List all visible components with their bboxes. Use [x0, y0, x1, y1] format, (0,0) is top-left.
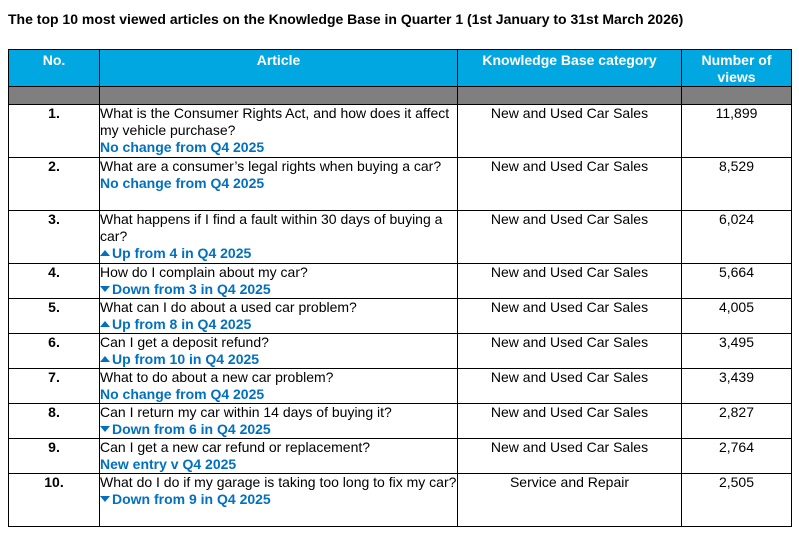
article-cell: [100, 474, 458, 527]
views-cell: 2,764: [682, 439, 792, 474]
category-cell: New and Used Car Sales: [458, 369, 682, 404]
row-number: 10.: [9, 474, 100, 527]
article-cell: [100, 439, 458, 474]
article-title[interactable]: Can I get a deposit refund?: [100, 334, 269, 350]
views-cell: 4,005: [682, 299, 792, 334]
arrow-up-icon: [100, 321, 110, 327]
article-cell: [100, 299, 458, 334]
table-row: [9, 404, 792, 439]
article-title[interactable]: What happens if I find a fault within 30 days of buying a car?: [100, 211, 443, 244]
table-row: [9, 105, 792, 158]
header-no: No.: [9, 50, 100, 87]
header-category: Knowledge Base category: [458, 50, 682, 87]
category-cell: New and Used Car Sales: [458, 404, 682, 439]
rank-change: Down from 9 in Q4 2025: [100, 491, 457, 508]
views-cell: 3,439: [682, 369, 792, 404]
row-number: 4.: [9, 264, 100, 299]
category-cell: New and Used Car Sales: [458, 334, 682, 369]
rank-change: No change from Q4 2025: [100, 139, 265, 155]
rank-change: New entry v Q4 2025: [100, 456, 237, 472]
article-title[interactable]: How do I complain about my car?: [100, 264, 308, 280]
article-title[interactable]: What are a consumer’s legal rights when buying a car?: [100, 158, 442, 174]
rank-change: Down from 6 in Q4 2025: [100, 421, 457, 438]
row-number: 9.: [9, 439, 100, 474]
header-article: Article: [100, 50, 458, 87]
table-row: [9, 439, 792, 474]
views-cell: 2,827: [682, 404, 792, 439]
category-cell: New and Used Car Sales: [458, 211, 682, 264]
row-number: 7.: [9, 369, 100, 404]
table-row: [9, 474, 792, 527]
header-views: Number of views: [682, 50, 792, 87]
article-cell: [100, 211, 458, 264]
arrow-down-icon: [100, 286, 110, 292]
rank-change: Up from 8 in Q4 2025: [100, 316, 457, 333]
arrow-down-icon: [100, 496, 110, 502]
rank-change: Up from 4 in Q4 2025: [100, 245, 457, 262]
table-row: [9, 334, 792, 369]
category-cell: New and Used Car Sales: [458, 105, 682, 158]
page-title: The top 10 most viewed articles on the Knowledge Base in Quarter 1 (1st January to 31st March 2026): [8, 11, 684, 27]
views-cell: 3,495: [682, 334, 792, 369]
category-cell: Service and Repair: [458, 474, 682, 527]
category-cell: New and Used Car Sales: [458, 264, 682, 299]
article-title[interactable]: Can I get a new car refund or replacement?: [100, 439, 371, 455]
article-cell: [100, 404, 458, 439]
row-number: 3.: [9, 211, 100, 264]
rank-change: No change from Q4 2025: [100, 386, 265, 402]
views-cell: 5,664: [682, 264, 792, 299]
article-cell: [100, 105, 458, 158]
row-number: 6.: [9, 334, 100, 369]
row-number: 1.: [9, 105, 100, 158]
views-cell: 2,505: [682, 474, 792, 527]
header-band: [9, 87, 792, 105]
table-row: [9, 299, 792, 334]
rank-change: No change from Q4 2025: [100, 175, 265, 191]
row-number: 8.: [9, 404, 100, 439]
article-cell: [100, 264, 458, 299]
table-row: [9, 264, 792, 299]
views-cell: 6,024: [682, 211, 792, 264]
row-number: 2.: [9, 158, 100, 211]
views-cell: 11,899: [682, 105, 792, 158]
article-title[interactable]: What do I do if my garage is taking too long to fix my car?: [100, 474, 457, 490]
header-row: [9, 50, 792, 87]
article-title[interactable]: What can I do about a used car problem?: [100, 299, 357, 315]
category-cell: New and Used Car Sales: [458, 158, 682, 211]
arrow-up-icon: [100, 356, 110, 362]
article-title[interactable]: What is the Consumer Rights Act, and how does it affect my vehicle purchase?: [100, 105, 450, 138]
table-row: [9, 158, 792, 211]
category-cell: New and Used Car Sales: [458, 439, 682, 474]
views-cell: 8,529: [682, 158, 792, 211]
table-row: [9, 211, 792, 264]
rank-change: Up from 10 in Q4 2025: [100, 351, 457, 368]
article-cell: [100, 158, 458, 211]
table-row: [9, 369, 792, 404]
article-cell: [100, 334, 458, 369]
articles-table: [8, 49, 792, 527]
row-number: 5.: [9, 299, 100, 334]
article-title[interactable]: What to do about a new car problem?: [100, 369, 334, 385]
arrow-up-icon: [100, 250, 110, 256]
article-title[interactable]: Can I return my car within 14 days of buying it?: [100, 404, 392, 420]
table-body: [9, 105, 792, 527]
article-cell: [100, 369, 458, 404]
arrow-down-icon: [100, 426, 110, 432]
category-cell: New and Used Car Sales: [458, 299, 682, 334]
rank-change: Down from 3 in Q4 2025: [100, 281, 457, 298]
